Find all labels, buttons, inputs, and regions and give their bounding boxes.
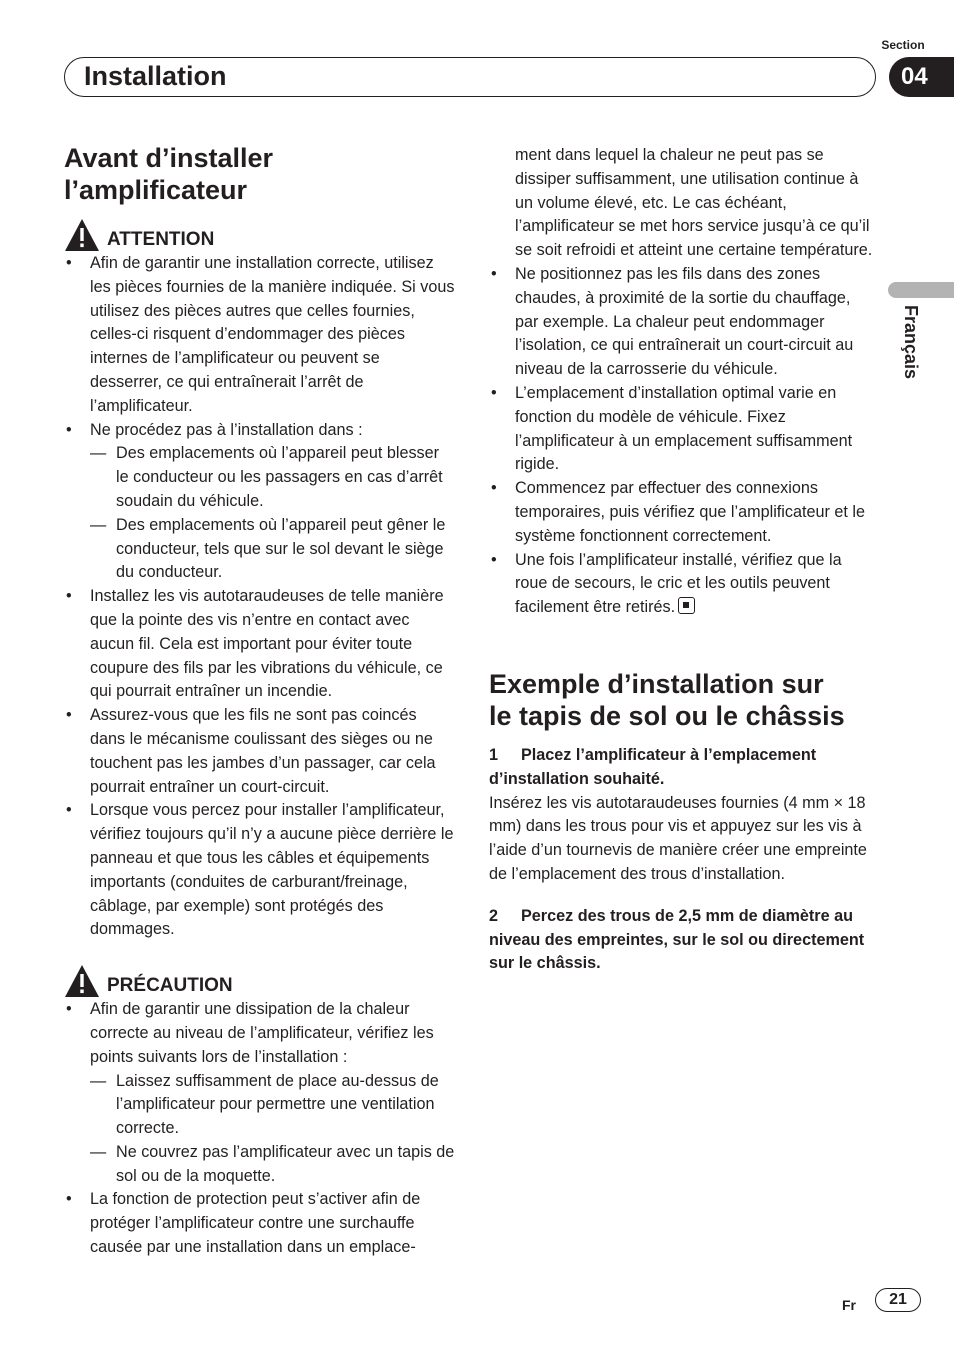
section-heading-before-install [64,142,456,206]
page-title: Installation [84,61,227,91]
end-mark-icon [678,597,695,614]
list-item-text: Ne procédez pas à l’installation dans : [90,420,363,439]
heading-line: Avant d’installer [64,143,274,173]
right-column [489,142,877,976]
list-item: • La fonction de protection peut s’activer afin de protéger l’amplificateur contre une surchauffe causée par une installation dans un emplace- [64,1188,456,1259]
sub-list-item: — Des emplacements où l’appareil peut gêner le conducteur, tels que sur le sol devant le siège du conducteur. [90,514,456,585]
list-item-text: Afin de garantir une dissipation de la chaleur correcte au niveau de l’amplificateur, vérifiez les points suivants lors de l’installation : [90,1000,434,1066]
sub-list-item: — Des emplacements où l’appareil peut blesser le conducteur ou les passagers en cas d’arrêt soudain du véhicule. [90,442,456,513]
list-item: • L’emplacement d’installation optimal varie en fonction du modèle de véhicule. Fixez l’amplificateur à un emplacement suffisamment rigide. [489,382,877,477]
section-label: Section [881,38,925,52]
footer-language: Fr [842,1297,856,1313]
list-item [489,549,877,620]
step-title-text: Percez des trous de 2,5 mm de diamètre au niveau des empreintes, sur le sol ou directement sur le châssis. [489,906,865,973]
attention-list [64,252,456,942]
attention-header [64,212,456,252]
list-item: • Installez les vis autotaraudeuses de telle manière que la pointe des vis n’entre en contact avec aucun fil. Cela est important pour éviter toute coupure des fils par les vibrations du véhicule, ce qui pourrait entraîner un incendie. [64,585,456,704]
step-1-title [489,744,877,792]
step-number: 2 [489,906,499,925]
heading-line: le tapis de sol ou le châssis [489,700,845,731]
list-item: • Afin de garantir une installation correcte, utilisez les pièces fournies de la manière indiquée. Si vous utilisez des pièces autres que celles fournies, celles-ci risquent d’endommager des pièces internes de l’amplificateur ou peuvent se desserrer, ce qui entraînerait l’arrêt de l’amplificateur. [64,252,456,419]
list-item: • Commencez par effectuer des connexions temporaires, puis vérifiez que l’amplificateur et le système fonctionnent correctement. [489,477,877,548]
heading-line: Exemple d’installation sur [489,668,824,699]
list-item [64,419,456,586]
precaution-header [64,958,456,998]
step-title-text: Placez l’amplificateur à l’emplacement d’installation souhaité. [489,745,817,788]
sub-list-item: — Laissez suffisamment de place au-dessus de l’amplificateur pour permettre une ventilation correcte. [90,1070,456,1141]
list-item-text: Une fois l’amplificateur installé, vérifiez que la roue de secours, le cric et les outils peuvent facilement être retirés. [515,550,842,617]
warning-triangle-icon [64,218,100,252]
continued-paragraph: ment dans lequel la chaleur ne peut pas se dissiper suffisamment, une utilisation continue à un volume élevé, etc. Le cas échéant, l’amplificateur se met hors service jusqu’à ce qu’il se soit refroidi et atteint une certaine température. [515,146,873,260]
precaution-list-continued [489,263,877,620]
list-item: • Lorsque vous percez pour installer l’amplificateur, vérifiez toujours qu’il n’y a aucune pièce derrière le panneau et que tous les câbles et équipements importants (conduites de carburant/freinage, câblage, par exemple) sont protégés des dommages. [64,799,456,942]
attention-label: ATTENTION [107,229,215,250]
precaution-list [64,998,456,1260]
sub-list [90,442,456,585]
precaution-label: PRÉCAUTION [107,975,233,997]
sub-list-item: — Ne couvrez pas l’amplificateur avec un tapis de sol ou de la moquette. [90,1141,456,1189]
language-tab-label: Français [901,305,921,380]
step-1-body: Insérez les vis autotaraudeuses fournies (4 mm × 18 mm) dans les trous pour vis et appuyez sur les vis à l’aide d’un tournevis de manière créer une empreinte de l’emplacement des trous d’installation. [489,793,867,883]
left-column [64,142,456,1260]
list-item: • Ne positionnez pas les fils dans des zones chaudes, à proximité de la sortie du chauffage, par exemple. La chaleur peut endommager l’isolation, ce qui entraînerait un court-circuit au niveau de la carrosserie du véhicule. [489,263,877,382]
language-tab-marker [888,282,954,298]
sub-list [90,1070,456,1189]
list-item [64,998,456,1188]
step-2-title [489,905,877,976]
page-number: 21 [875,1288,921,1312]
section-number-badge: 04 [889,57,954,97]
step-number: 1 [489,745,499,764]
heading-line: l’amplificateur [64,175,248,205]
warning-triangle-icon [64,964,100,998]
list-item: • Assurez-vous que les fils ne sont pas coincés dans le mécanisme coulissant des sièges ou ne touchent pas les jambes d’un passager, car cela pourrait entraîner un court-circuit. [64,704,456,799]
section-heading-install-example [489,668,877,732]
